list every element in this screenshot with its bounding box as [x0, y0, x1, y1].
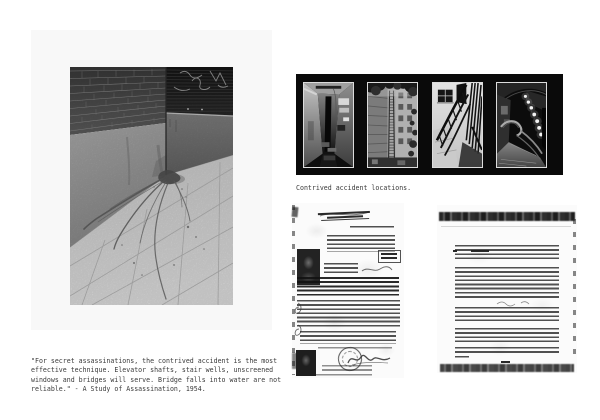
panel-caption: Contrived accident locations. — [296, 183, 412, 192]
scan-edge-artifact — [573, 219, 576, 361]
footer-lines — [322, 365, 372, 372]
dossier-scan — [292, 203, 404, 378]
typed-paragraph — [297, 300, 400, 329]
typed-paragraph — [455, 328, 559, 344]
typed-paragraph — [455, 307, 559, 323]
typed-paragraph — [297, 277, 399, 297]
study-page-scan — [437, 205, 577, 373]
locations-panel — [296, 74, 563, 175]
alley-scene — [304, 83, 353, 167]
page-number-mark — [501, 361, 510, 363]
handwritten-note — [360, 264, 394, 274]
typed-paragraph — [455, 347, 559, 355]
escalator-scene — [497, 83, 546, 167]
document-header — [318, 211, 372, 221]
artwork-caption: "For secret assassinations, the contrived accident is the most effective technique. Elevator shafts, stair wells, unscreened windows and bridges will serve. Bridge falls into water are not reliable." - A Study of Assassination, 1954. — [31, 356, 282, 394]
footer-line — [316, 374, 372, 376]
scan-blotch — [291, 207, 298, 218]
escalator-corridor-photo — [496, 82, 547, 168]
typed-line-short — [455, 356, 469, 358]
handwritten-annotation — [495, 299, 531, 307]
stairwell-railing-photo — [432, 82, 483, 168]
portrait-photo — [296, 350, 316, 376]
artwork-mat-frame — [31, 30, 272, 330]
date-line — [350, 226, 394, 228]
typed-paragraph — [455, 245, 559, 261]
building-ladder-photo — [367, 82, 418, 168]
street-spill-photo — [70, 67, 233, 305]
typed-paragraph — [455, 267, 559, 300]
scan-noise-band-bottom — [440, 364, 574, 372]
scan-artifact-line — [441, 226, 571, 227]
ladder-scene — [368, 83, 417, 167]
address-block — [324, 263, 358, 273]
typed-paragraph — [300, 331, 396, 344]
date-stamp — [378, 250, 401, 263]
narrow-alley-photo — [303, 82, 354, 168]
stairwell-scene — [433, 83, 482, 167]
scan-edge-artifact — [292, 205, 295, 375]
scan-noise-band-top — [439, 212, 575, 221]
